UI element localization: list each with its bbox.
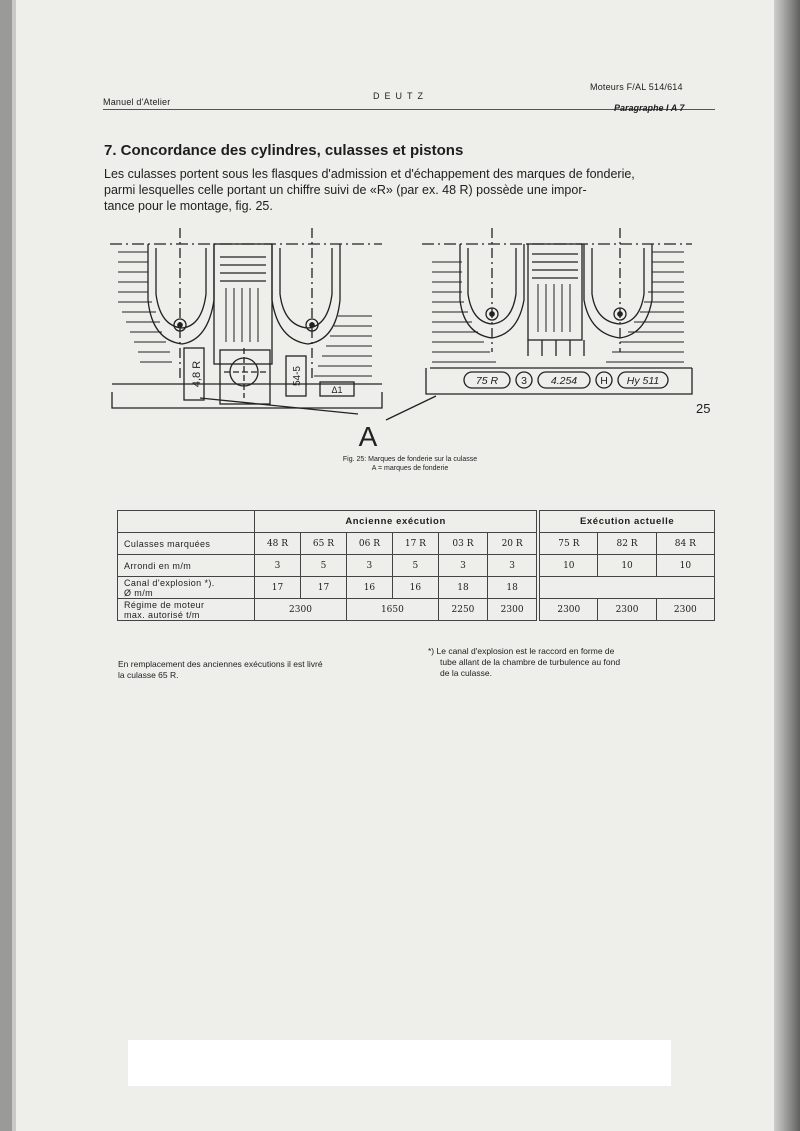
table-row <box>118 577 715 599</box>
header-right: Moteurs F/AL 514/614 <box>590 82 683 92</box>
table-corner-cell <box>118 511 255 533</box>
table-cell: 2300 <box>540 599 598 621</box>
caption-line: Fig. 25: Marques de fonderie sur la culasse <box>342 456 478 463</box>
page-curl-shadow <box>774 0 800 1131</box>
foundry-mark-48r: 4,8 R <box>191 360 203 388</box>
intro-line: Les culasses portent sous les flasques d'admission et d'échappement des marques de fonderie, <box>104 167 635 181</box>
group-header-new: Exécution actuelle <box>540 511 715 533</box>
note-line: *) Le canal d'explosion est le raccord en forme de <box>428 646 615 656</box>
cylinder-head-drawing <box>100 222 710 454</box>
row-label-line: Ø m/m <box>124 587 153 598</box>
table-cell: 03 R <box>438 533 487 555</box>
table-cell: 10 <box>598 555 656 577</box>
intro-line: parmi lesquelles celle portant un chiffre suivi de «R» (par ex. 48 R) possède une impor- <box>104 183 587 197</box>
table-cell: 2300 <box>488 599 537 621</box>
table-cell: 2300 <box>255 599 347 621</box>
foundry-mark-545: 54-5 <box>292 365 303 387</box>
table-cell: 20 R <box>488 533 537 555</box>
table-cell: 10 <box>540 555 598 577</box>
leader-line-left <box>200 398 358 414</box>
table-row <box>118 533 715 555</box>
table-cell: 3 <box>346 555 392 577</box>
foundry-mark-3: 3 <box>521 375 527 387</box>
intro-line: tance pour le montage, fig. 25. <box>104 199 273 213</box>
concordance-table <box>117 510 715 621</box>
foundry-mark-delta: Δ1 <box>331 385 343 395</box>
table-cell: 65 R <box>300 533 346 555</box>
header-paragraph: Paragraphe I A 7 <box>614 103 685 113</box>
table-cell: 3 <box>255 555 301 577</box>
left-cylinder-head <box>110 228 382 408</box>
table-cell: 5 <box>392 555 438 577</box>
table-cell: 2250 <box>438 599 487 621</box>
table-cell: 17 <box>255 577 301 599</box>
note-line: de la culasse. <box>440 668 492 678</box>
table-cell: 06 R <box>346 533 392 555</box>
table-cell: 18 <box>438 577 487 599</box>
figure-number: 25 <box>696 401 711 416</box>
row-label <box>118 577 255 599</box>
table-cell: 5 <box>300 555 346 577</box>
table-cell: 2300 <box>598 599 656 621</box>
note-line: En remplacement des anciennes exécutions il est livré <box>118 659 323 669</box>
table-cell: 3 <box>488 555 537 577</box>
table-cell: 84 R <box>656 533 714 555</box>
pointer-label-a: A <box>358 421 378 452</box>
right-cylinder-head <box>422 228 692 394</box>
table-cell: 16 <box>392 577 438 599</box>
footnote <box>428 646 720 679</box>
header-left: Manuel d'Atelier <box>103 97 171 107</box>
table-cell: 48 R <box>255 533 301 555</box>
table-cell: 17 R <box>392 533 438 555</box>
table-cell: 10 <box>656 555 714 577</box>
table-cell: 75 R <box>540 533 598 555</box>
row-label: Culasses marquées <box>118 533 255 555</box>
row-label-line: max. autorisé t/m <box>124 609 200 620</box>
table-header-row <box>118 511 715 533</box>
book-binding-edge <box>0 0 12 1131</box>
note-line: tube allant de la chambre de turbulence au fond <box>440 657 621 667</box>
leader-line-right <box>386 396 436 420</box>
table-cell: 18 <box>488 577 537 599</box>
book-binding-edge-inner <box>12 0 16 1131</box>
table-cell: 82 R <box>598 533 656 555</box>
header-center: DEUTZ <box>373 91 428 101</box>
replacement-note <box>118 659 418 681</box>
intro-paragraph <box>104 166 714 214</box>
group-header-old: Ancienne exécution <box>255 511 537 533</box>
figure-caption <box>300 455 520 473</box>
caption-line: A = marques de fonderie <box>371 465 449 472</box>
row-label <box>118 599 255 621</box>
table-cell: 17 <box>300 577 346 599</box>
note-line: la culasse 65 R. <box>118 670 179 680</box>
table-cell-empty <box>540 577 715 599</box>
row-label-line: Canal d'explosion *). <box>124 577 215 588</box>
row-label: Arrondi en m/m <box>118 555 255 577</box>
foundry-mark-h: H <box>600 375 608 387</box>
table-cell: 1650 <box>346 599 438 621</box>
table-row <box>118 555 715 577</box>
foundry-mark-4254: 4.254 <box>550 375 578 387</box>
section-title: 7. Concordance des cylindres, culasses et pistons <box>104 142 464 159</box>
table-cell: 2300 <box>656 599 714 621</box>
row-label-line: Régime de moteur <box>124 599 205 610</box>
blank-label-area <box>128 1040 671 1086</box>
table-row <box>118 599 715 621</box>
foundry-mark-hy511: Hy 511 <box>626 375 660 387</box>
table-cell: 16 <box>346 577 392 599</box>
table-cell: 3 <box>438 555 487 577</box>
foundry-mark-75r: 75 R <box>475 375 499 387</box>
